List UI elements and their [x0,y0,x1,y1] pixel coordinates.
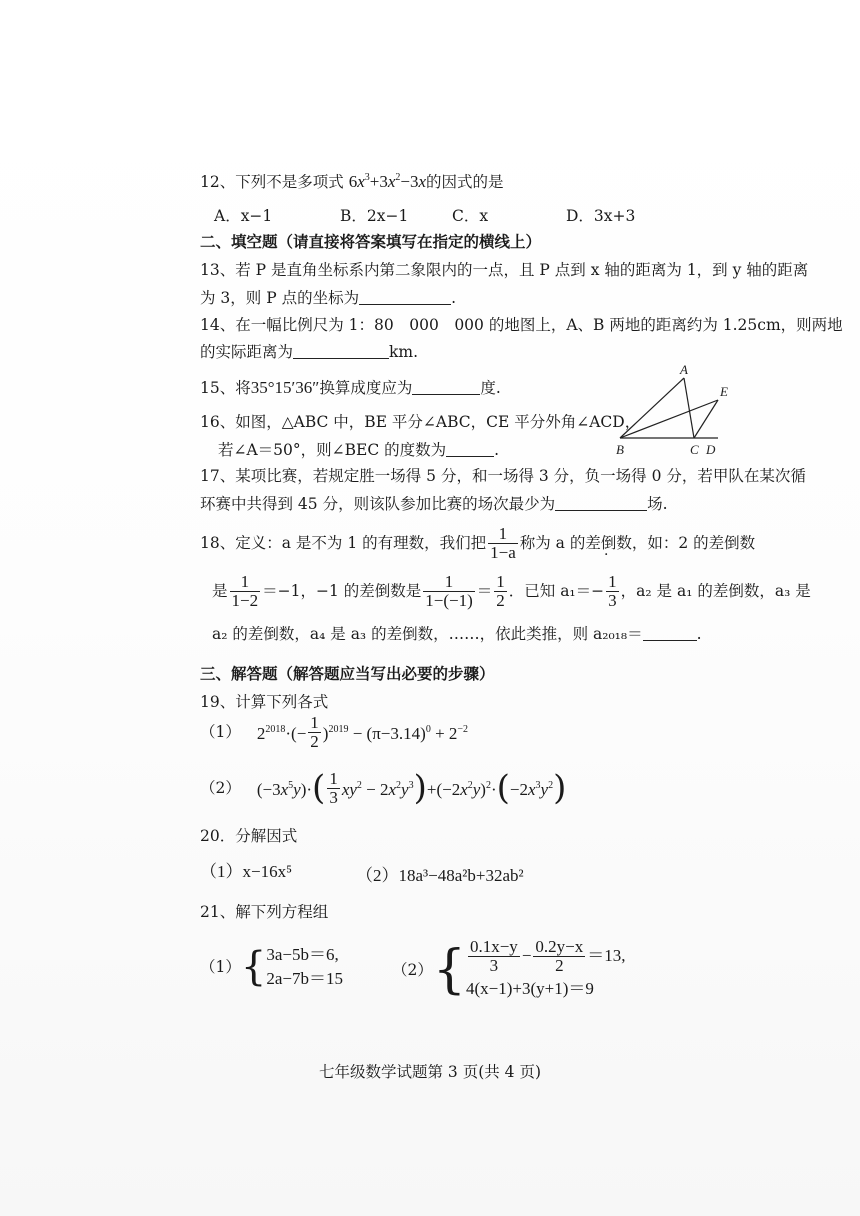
q20-part-2: （2）18a³−48a²b+32ab² [356,866,524,885]
label-b: B [616,442,624,457]
q21-f1-den: 3 [489,955,499,975]
q21-eq-row-1 [466,938,626,975]
section-3-heading: 三、解答题（解答题应当写出必要的步骤） [200,664,495,683]
q18-term: 差倒数 · [585,533,632,553]
label-e: E [720,384,728,399]
q19-p1-label: （1） [200,723,241,741]
q19-part-2 [200,766,566,810]
q18-f3-num: 1 [423,573,475,592]
q12-number: 12、 [200,173,236,191]
question-12 [200,168,504,192]
q19-part-1 [200,712,468,752]
q21-brace-2: { [432,940,466,1000]
q12-option-d: D．3x+3 [566,207,636,225]
label-a: A [680,362,688,377]
q18-fraction [488,525,518,562]
q14-line-2 [200,342,418,362]
q18-line-3 [212,624,702,644]
q19-half [308,714,321,751]
q21-system-1 [266,943,343,991]
q19-title: 19、计算下列各式 [200,693,329,711]
q12-suffix: 的因式的是 [426,173,504,191]
q18-l2-text-a: 是 [212,582,228,600]
q18-frac-den: 1−a [490,542,516,562]
q19-expr-2-mid: $xy^2 - 2x^2y^3$ [341,780,414,799]
q13-end: . [451,289,457,307]
q21-f2-num: 0.2y−x [535,936,584,956]
q21-frac-1 [468,938,520,975]
q21-rhs: ＝13, [587,946,626,965]
q21-title: 21、解下列方程组 [200,903,329,921]
question-15 [200,378,501,398]
q18-prefix: 18、定义：a 是不为 1 的有理数，我们把 [200,534,487,552]
q13-line-2 [200,288,456,308]
q21-frac-2 [533,938,585,975]
q19-expr-2-rest: $+(-2x^2y)^2\cdot$ [426,780,497,799]
q21-eq-4: 4(x−1)+3(y+1)＝9 [465,978,594,998]
q21-p1-label: （1） [200,958,241,976]
q16-end: . [494,441,500,459]
q18-l2-text-e: ，a₂ 是 a₁ 的差倒数，a₃ 是 [620,582,811,600]
q13-line-1: 13、若 P 是直角坐标系内第二象限内的一点，且 P 点到 x 轴的距离为 1，到 y 轴的距离 [200,261,809,279]
q21-part-1 [200,940,343,994]
q18-frac-4 [494,573,507,610]
q18-suffix: ，如：2 的差倒数 [631,534,756,552]
q20-title: 20．分解因式 [200,827,298,845]
q14-answer-blank[interactable] [293,344,389,359]
q18-frac-3 [423,573,475,610]
q12-option-b: B．2x−1 [340,207,409,225]
q15-mid: 换算成度应为 [319,379,413,397]
q21-eq-1: 3a−5b＝6, [266,945,339,964]
q19-paren2-close: ) [553,768,567,808]
q18-mid: 称为 a 的 [519,534,586,552]
q21-f1-num: 0.1x−y [469,936,518,956]
q19-expr-2: $(-3x^5y)\cdot$ [256,780,313,799]
q18-f2-den: 1−2 [231,590,259,610]
q18-f3-den: 1−(−1) [425,590,473,610]
q21-brace-1: { [240,944,267,990]
q19-paren-open: ( [312,768,326,808]
q13-answer-blank[interactable] [359,290,451,305]
q17-line-1: 17、某项比赛，若规定胜一场得 5 分，和一场得 3 分，负一场得 0 分，若甲队在某次循 [200,467,806,485]
q13-text: 为 3，则 P 点的坐标为 [200,289,360,307]
q18-frac-5 [606,573,619,610]
q17-line-2 [200,494,668,514]
q12-prefix: 下列不是多项式 [235,173,344,191]
q16-line-1: 16、如图，△ABC 中，BE 平分∠ABC，CE 平分外角∠ACD， [200,413,641,431]
q19-half-num: 1 [310,712,319,732]
q17-text: 环赛中共得到 45 分，则该队参加比赛的场次最少为 [200,495,556,513]
q19-expr-1: $2^{2018}\cdot(-$ [256,724,307,743]
q18-line-1 [200,520,755,566]
q19-expr-1-rest: )$^{2019} - (\pi-3.14)^0 + 2^{-2}$ [322,724,469,743]
q17-answer-blank[interactable] [555,496,647,511]
q18-f5-den: 3 [608,590,617,610]
q19-paren-close: ) [413,768,427,808]
q21-minus: − [521,946,532,965]
q16-text: 若∠A＝50°，则∠BEC 的度数为 [218,441,447,459]
q21-system-2 [466,938,626,1003]
q19-half-den: 2 [310,731,319,751]
q21-eq-2: 2a−7b＝15 [266,969,343,988]
q18-f4-den: 2 [496,590,505,610]
q15-answer-blank[interactable] [412,380,480,395]
q18-line-2 [212,568,811,614]
q16-answer-blank[interactable] [446,442,494,457]
q16-line-2 [218,440,499,460]
q18-f2-num: 1 [230,573,261,592]
q19-third-num: 1 [329,768,338,788]
q21-f2-den: 2 [555,955,564,975]
q18-l3-end: . [696,625,702,643]
label-c: C [690,442,699,457]
q18-f5-num: 1 [608,571,617,591]
q12-option-a: A．x−1 [214,207,273,225]
q20-part-1: （1）x−16x⁵ [200,862,293,881]
q18-frac-num: 1 [488,525,518,544]
q19-third-den: 3 [329,787,338,807]
section-2-heading: 二、填空题（请直接将答案填写在指定的横线上） [200,232,542,251]
q21-part-2 [392,934,626,1006]
q19-third [327,770,340,807]
label-d: D [706,442,716,457]
q18-l2-text-d: ．已知 a₁＝− [508,582,605,600]
page-footer: 七年级数学试题第 3 页(共 4 页) [318,1063,542,1081]
q15-unit: 度. [480,379,501,397]
q12-option-c: C．x [452,207,489,225]
triangle-figure [606,362,746,458]
q18-answer-blank[interactable] [643,626,697,641]
q18-frac-2 [230,573,261,610]
q19-expr-2-last: $-2x^3y^2$ [509,780,554,799]
q21-p2-label: （2） [392,961,433,979]
q19-paren2-open: ( [496,768,510,808]
q19-p2-label: （2） [200,779,241,797]
q12-polynomial: $6x^3+3x^2-3x$ [348,172,427,191]
q18-f4-num: 1 [496,571,505,591]
q14-line-1: 14、在一幅比例尺为 1：80 000 000 的地图上，A、B 两地的距离约为 1.25cm，则两地 [200,316,843,334]
q14-text: 的实际距离为 [200,343,294,361]
q18-l2-text-c: ＝ [476,582,493,600]
q18-l2-text-b: ＝−1，−1 的差倒数是 [262,582,422,600]
q15-angle: 35°15′36″ [250,378,320,397]
q17-unit: 场. [647,495,668,513]
q18-l3-text: a₂ 的差倒数，a₄ 是 a₃ 的差倒数，……，依此类推，则 a₂₀₁₈＝ [212,625,643,643]
q15-prefix: 15、将 [200,379,251,397]
q14-unit: km. [389,343,419,361]
